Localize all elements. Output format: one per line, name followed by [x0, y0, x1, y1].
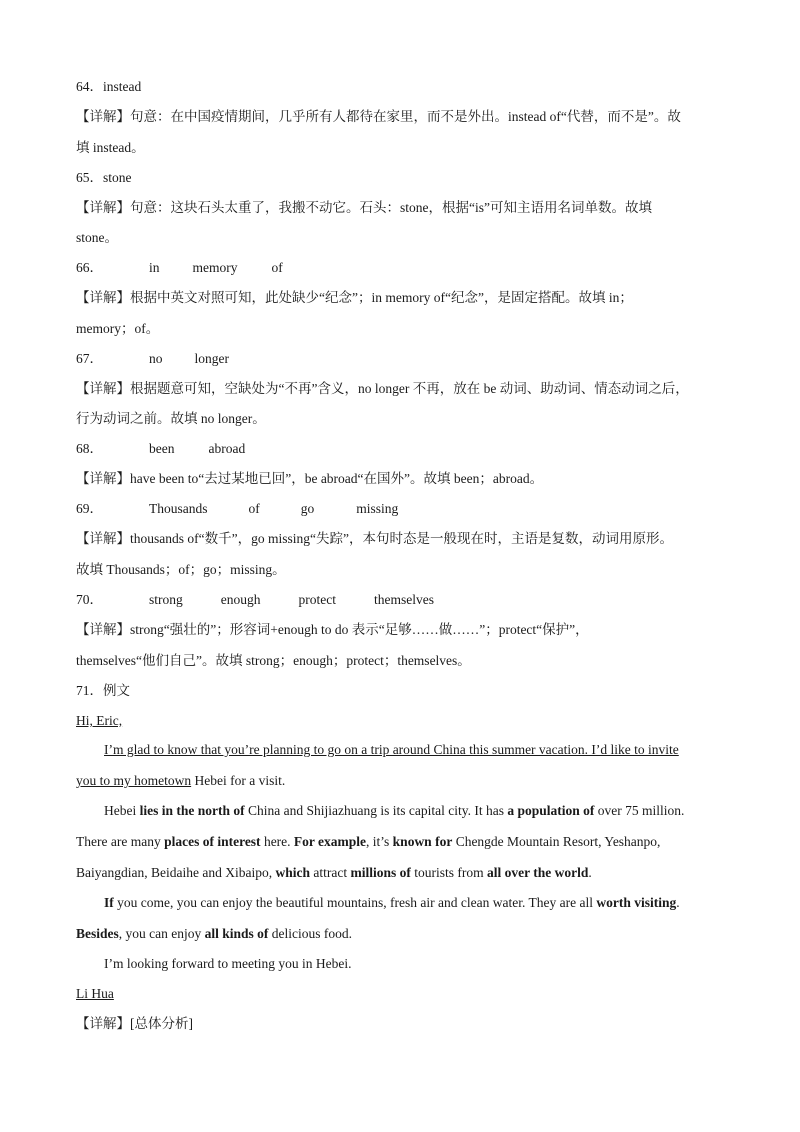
essay-paragraph-2-line1 [104, 802, 684, 820]
answer-71-heading: 71．例文 [76, 683, 130, 698]
answer-number: 69． [76, 501, 103, 516]
essay-paragraph-2-line2 [76, 833, 660, 851]
answer-word: themselves [373, 592, 434, 607]
detail-70-line2: themselves“他们自己”。故填 strong；enough；protect；themselves。 [76, 653, 471, 668]
answer-64: 64．instead [76, 79, 142, 94]
text-span: tourists from [410, 865, 487, 880]
answer-number: 66． [76, 260, 103, 275]
text-span: over 75 million. [594, 803, 685, 818]
bold-phrase: which [275, 865, 310, 880]
text-span: attract [309, 865, 351, 880]
text-span: here. [260, 834, 294, 849]
answer-word: longer [194, 351, 229, 366]
essay-paragraph-4: I’m looking forward to meeting you in Hebei. [104, 956, 352, 971]
essay-paragraph-1-line1: I’m glad to know that you’re planning to go on a trip around China this summer vacation. I’d like to invite [104, 742, 679, 757]
answer-69 [76, 500, 398, 518]
bold-phrase: known for [392, 834, 453, 849]
essay-paragraph-3-line1 [104, 894, 680, 912]
detail-67-line1: 【详解】根据题意可知，空缺处为“不再”含义，no longer 不再，放在 be 动词、助动词、情态动词之后， [76, 381, 689, 396]
detail-68-line1: 【详解】have been to“去过某地已回”，be abroad“在国外”。故填 been；abroad。 [76, 471, 544, 486]
text-span: , it’s [366, 834, 393, 849]
answer-66 [76, 259, 283, 277]
underlined-phrase: you to my hometown [76, 773, 192, 788]
answer-word: go [300, 501, 315, 516]
answer-word: Thousands [149, 501, 208, 516]
text-span: . [588, 865, 592, 880]
answer-word: of [271, 260, 283, 275]
answer-word: missing [356, 501, 399, 516]
text-span: you come, you can enjoy the beautiful mountains, fresh air and clean water. They are all [113, 895, 597, 910]
answer-word: no [149, 351, 163, 366]
analysis-heading: 【详解】[总体分析] [76, 1016, 193, 1031]
detail-70-line1: 【详解】strong“强壮的”；形容词+enough to do 表示“足够……做……”；protect“保护”， [76, 622, 589, 637]
detail-66-line1: 【详解】根据中英文对照可知，此处缺少“纪念”；in memory of“纪念”，是固定搭配。故填 in； [76, 290, 633, 305]
answer-70 [76, 591, 434, 609]
answer-word: in [149, 260, 160, 275]
bold-phrase: For example [293, 834, 367, 849]
answer-68 [76, 440, 245, 458]
detail-67-line2: 行为动词之前。故填 no longer。 [76, 411, 266, 426]
answer-65: 65．stone [76, 170, 132, 185]
essay-signature: Li Hua [76, 986, 114, 1001]
answer-word: strong [149, 592, 183, 607]
text-span: Hebei for a visit. [194, 773, 286, 788]
bold-phrase: Besides [76, 926, 119, 941]
bold-phrase: If [104, 895, 114, 910]
detail-66-line2: memory；of。 [76, 321, 160, 336]
essay-paragraph-3-line2 [76, 925, 352, 943]
bold-phrase: all over the world [486, 865, 589, 880]
essay-paragraph-1-line2 [76, 772, 285, 790]
bold-phrase: all kinds of [204, 926, 269, 941]
answer-word: of [248, 501, 260, 516]
essay-greeting: Hi, Eric, [76, 713, 123, 728]
detail-69-line2: 故填 Thousands；of；go；missing。 [76, 562, 286, 577]
answer-word: memory [192, 260, 238, 275]
answer-number: 70． [76, 592, 103, 607]
bold-phrase: worth visiting [596, 895, 677, 910]
text-span: Chengde Mountain Resort, Yeshanpo, [452, 834, 661, 849]
detail-64-line1: 【详解】句意：在中国疫情期间，几乎所有人都待在家里，而不是外出。instead of“代替，而不是”。故 [76, 109, 681, 124]
text-span: , you can enjoy [118, 926, 205, 941]
text-span: Baiyangdian, Beidaihe and Xibaipo, [76, 865, 276, 880]
bold-phrase: places of interest [164, 834, 261, 849]
answer-word: abroad [208, 441, 246, 456]
text-span: . [676, 895, 680, 910]
text-span: China and Shijiazhuang is its capital city. It has [244, 803, 508, 818]
bold-phrase: lies in the north of [139, 803, 245, 818]
detail-69-line1: 【详解】thousands of“数千”，go missing“失踪”，本句时态是一般现在时，主语是复数，动词用原形。 [76, 531, 673, 546]
detail-65-line2: stone。 [76, 230, 118, 245]
answer-word: been [149, 441, 175, 456]
answer-67 [76, 350, 229, 368]
answer-number: 67． [76, 351, 103, 366]
answer-number: 68． [76, 441, 103, 456]
answer-word: enough [220, 592, 261, 607]
detail-64-line2: 填 instead。 [76, 140, 145, 155]
detail-65-line1: 【详解】句意：这块石头太重了，我搬不动它。石头：stone，根据“is”可知主语用名词单数。故填 [76, 200, 652, 215]
text-span: Hebei [104, 803, 140, 818]
bold-phrase: millions of [350, 865, 411, 880]
essay-paragraph-2-line3 [76, 864, 592, 882]
text-span: delicious food. [268, 926, 353, 941]
answer-word: protect [298, 592, 336, 607]
bold-phrase: a population of [507, 803, 595, 818]
text-span: There are many [76, 834, 165, 849]
